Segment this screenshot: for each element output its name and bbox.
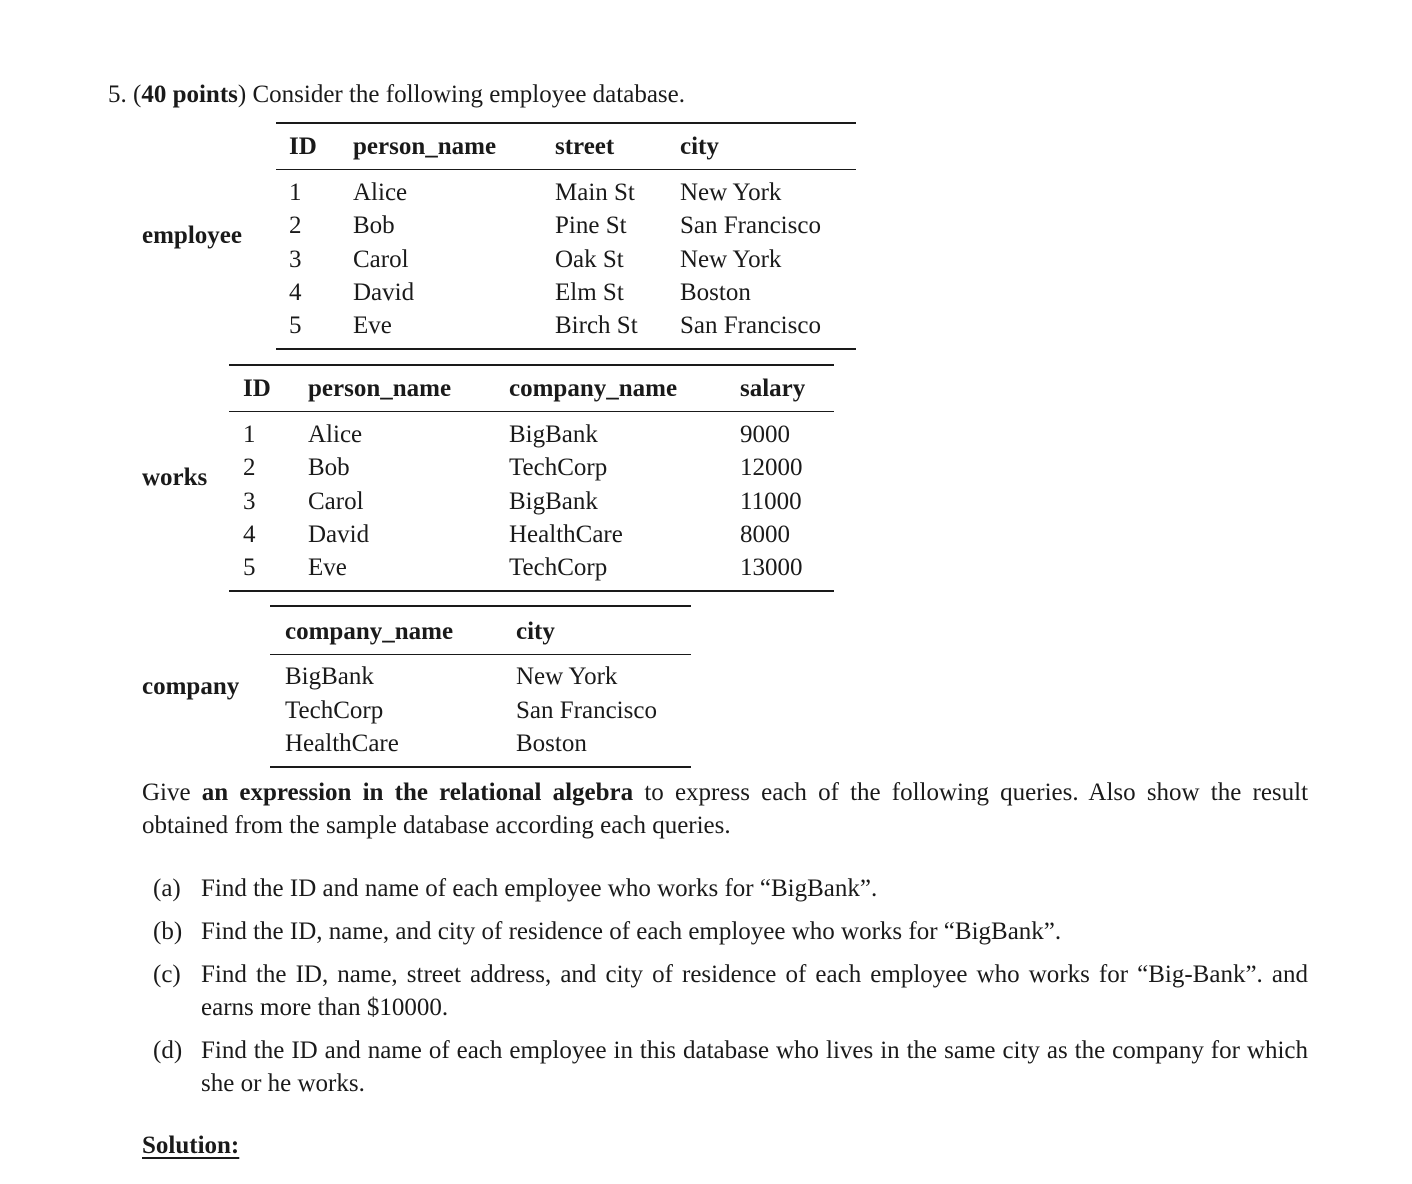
table-cell: San Francisco [680, 212, 821, 239]
table-cell: Birch St [555, 312, 638, 339]
table-cell: Elm St [555, 279, 624, 306]
works-table-label: works [142, 464, 208, 491]
table-cell: 1 [289, 179, 302, 206]
table-cell: 3 [243, 488, 256, 515]
table-cell: 13000 [740, 554, 803, 581]
table-cell: David [308, 521, 370, 548]
employee-top-rule [276, 122, 856, 124]
table-cell: 5 [289, 312, 302, 339]
table-cell: BigBank [509, 421, 598, 448]
question-points: 40 points [141, 81, 238, 108]
company-table-label: company [142, 673, 240, 700]
table-cell: Carol [308, 488, 364, 515]
instructions-paragraph [142, 776, 1308, 842]
works-header-person-name: person_name [308, 375, 452, 402]
table-cell: 2 [289, 212, 302, 239]
company-bottom-rule [270, 766, 691, 768]
table-cell: Carol [353, 246, 409, 273]
table-cell: Oak St [555, 246, 624, 273]
list-item-label: (b) [153, 918, 183, 945]
works-header-salary: salary [740, 375, 806, 402]
table-cell: New York [680, 179, 782, 206]
works-header-company-name: company_name [509, 375, 678, 402]
works-bottom-rule [229, 590, 834, 592]
table-cell: Eve [353, 312, 392, 339]
table-cell: Eve [308, 554, 347, 581]
employee-bottom-rule [276, 348, 856, 350]
employee-table-label: employee [142, 222, 242, 249]
table-cell: 5 [243, 554, 256, 581]
company-header-company-name: company_name [285, 618, 454, 645]
table-cell: TechCorp [285, 697, 384, 724]
table-cell: New York [680, 246, 782, 273]
list-item-label: (a) [153, 875, 181, 902]
table-cell: Alice [353, 179, 408, 206]
question-number: 5. [108, 81, 127, 108]
list-item: Find the ID and name of each employee in this database who lives in the same city as the company for which she or he works. [201, 1037, 1308, 1097]
table-cell: 8000 [740, 521, 790, 548]
table-cell: TechCorp [509, 554, 608, 581]
employee-header-street: street [555, 133, 615, 160]
table-cell: 4 [243, 521, 256, 548]
question-intro: Consider the following employee database. [252, 81, 685, 108]
table-cell: HealthCare [509, 521, 623, 548]
table-cell: BigBank [509, 488, 598, 515]
table-cell: Bob [353, 212, 395, 239]
table-cell: San Francisco [680, 312, 821, 339]
table-cell: New York [516, 663, 618, 690]
table-cell: Boston [516, 730, 587, 757]
table-cell: Pine St [555, 212, 627, 239]
company-header-city: city [516, 618, 555, 645]
instructions-pre: Give [142, 779, 191, 806]
list-item-label: (d) [153, 1037, 183, 1064]
table-cell: 3 [289, 246, 302, 273]
table-cell: 4 [289, 279, 302, 306]
table-cell: Alice [308, 421, 363, 448]
employee-header-id: ID [289, 133, 317, 160]
table-cell: Main St [555, 179, 635, 206]
works-header-id: ID [243, 375, 271, 402]
employee-header-person-name: person_name [353, 133, 497, 160]
instructions-bold: an expression in the relational algebra [201, 779, 634, 806]
table-cell: San Francisco [516, 697, 657, 724]
company-top-rule [270, 605, 691, 607]
table-cell: 11000 [740, 488, 802, 515]
table-cell: 9000 [740, 421, 790, 448]
table-cell: TechCorp [509, 454, 608, 481]
list-item: Find the ID, name, and city of residence of each employee who works for “BigBank”. [201, 918, 1062, 945]
table-cell: 2 [243, 454, 256, 481]
table-cell: 1 [243, 421, 256, 448]
table-cell: HealthCare [285, 730, 399, 757]
list-item: Find the ID, name, street address, and city of residence of each employee who works for “Big-Bank”. and earns more than $10000. [201, 961, 1308, 1021]
works-header-rule [229, 411, 834, 412]
table-cell: Bob [308, 454, 350, 481]
list-item: Find the ID and name of each employee who works for “BigBank”. [201, 875, 878, 902]
list-item-label: (c) [153, 961, 181, 988]
employee-header-city: city [680, 133, 719, 160]
solution-heading [142, 1131, 239, 1161]
table-cell: BigBank [285, 663, 374, 690]
employee-header-rule [276, 169, 856, 170]
table-cell: Boston [680, 279, 751, 306]
instructions-post: to express each of the following queries. Also show the result obtained from the sample database according each queries. [142, 779, 1309, 839]
question-heading: 5. (40 points) Consider the following employee database. [108, 81, 685, 108]
table-cell: 12000 [740, 454, 803, 481]
works-top-rule [229, 364, 834, 366]
table-cell: David [353, 279, 415, 306]
solution-label: Solution: [142, 1132, 240, 1159]
company-header-rule [270, 654, 691, 655]
